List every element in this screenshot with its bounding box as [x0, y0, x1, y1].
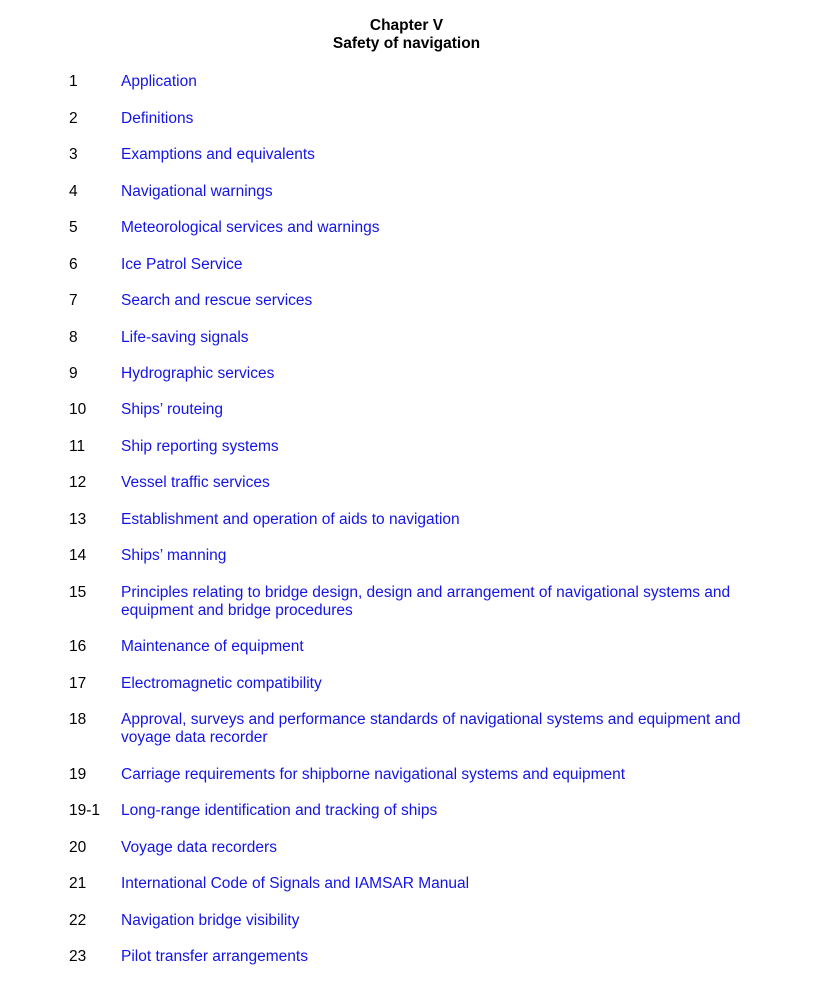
chapter-header [0, 17, 813, 53]
regulation-link[interactable]: Examptions and equivalents [121, 146, 315, 163]
regulation-number: 22 [69, 912, 87, 929]
regulation-link[interactable]: Pilot transfer arrangements [121, 948, 308, 965]
regulation-link[interactable]: Search and rescue services [121, 292, 313, 309]
regulation-link[interactable]: Life-saving signals [121, 329, 249, 346]
regulation-number: 5 [69, 219, 78, 236]
regulation-link[interactable]: Ice Patrol Service [121, 256, 243, 273]
regulation-link[interactable]: Approval, surveys and performance standards of navigational systems and equipment and voyage data recorder [121, 711, 741, 746]
regulation-number: 13 [69, 511, 87, 528]
regulation-number: 18 [69, 711, 87, 728]
regulation-number: 19 [69, 766, 87, 783]
regulation-number: 7 [69, 292, 78, 309]
regulation-number: 21 [69, 875, 87, 892]
regulation-link[interactable]: Vessel traffic services [121, 474, 270, 491]
regulation-number: 14 [69, 547, 87, 564]
regulation-number: 16 [69, 638, 87, 655]
regulation-number: 11 [69, 438, 86, 455]
regulation-number: 6 [69, 256, 78, 273]
regulation-number: 1 [69, 73, 78, 90]
regulation-number: 17 [69, 675, 87, 692]
regulation-link[interactable]: Voyage data recorders [121, 839, 277, 856]
regulation-number: 12 [69, 474, 87, 491]
regulation-link[interactable]: Principles relating to bridge design, design and arrangement of navigational systems and equipment and bridge procedures [121, 584, 731, 619]
regulation-link[interactable]: Establishment and operation of aids to navigation [121, 511, 460, 528]
regulation-link[interactable]: Navigational warnings [121, 183, 273, 200]
regulation-link[interactable]: Ships’ manning [121, 547, 227, 564]
regulation-link[interactable]: Carriage requirements for shipborne navigational systems and equipment [121, 766, 626, 783]
regulation-link[interactable]: Long-range identification and tracking of ships [121, 802, 438, 819]
regulation-link[interactable]: Definitions [121, 110, 194, 127]
regulation-link[interactable]: International Code of Signals and IAMSAR Manual [121, 875, 470, 892]
regulation-link[interactable]: Meteorological services and warnings [121, 219, 380, 236]
regulation-link[interactable]: Hydrographic services [121, 365, 275, 382]
regulation-number: 8 [69, 329, 78, 346]
regulation-number: 20 [69, 839, 87, 856]
regulation-number: 23 [69, 948, 87, 965]
regulation-link[interactable]: Electromagnetic compatibility [121, 675, 322, 692]
regulation-link[interactable]: Maintenance of equipment [121, 638, 304, 655]
regulation-number: 10 [69, 401, 87, 418]
regulation-link[interactable]: Ship reporting systems [121, 438, 279, 455]
chapter-subheading: Safety of navigation [332, 35, 481, 52]
regulation-link[interactable]: Navigation bridge visibility [121, 912, 300, 929]
regulation-number: 4 [69, 183, 78, 200]
regulation-number: 9 [69, 365, 78, 382]
regulation-number: 2 [69, 110, 78, 127]
regulation-link[interactable]: Application [121, 73, 197, 90]
regulation-number: 15 [69, 584, 87, 601]
regulation-number: 19-1 [69, 802, 101, 819]
regulation-number: 3 [69, 146, 78, 163]
regulation-link[interactable]: Ships’ routeing [121, 401, 223, 418]
chapter-heading: Chapter V [369, 17, 444, 34]
